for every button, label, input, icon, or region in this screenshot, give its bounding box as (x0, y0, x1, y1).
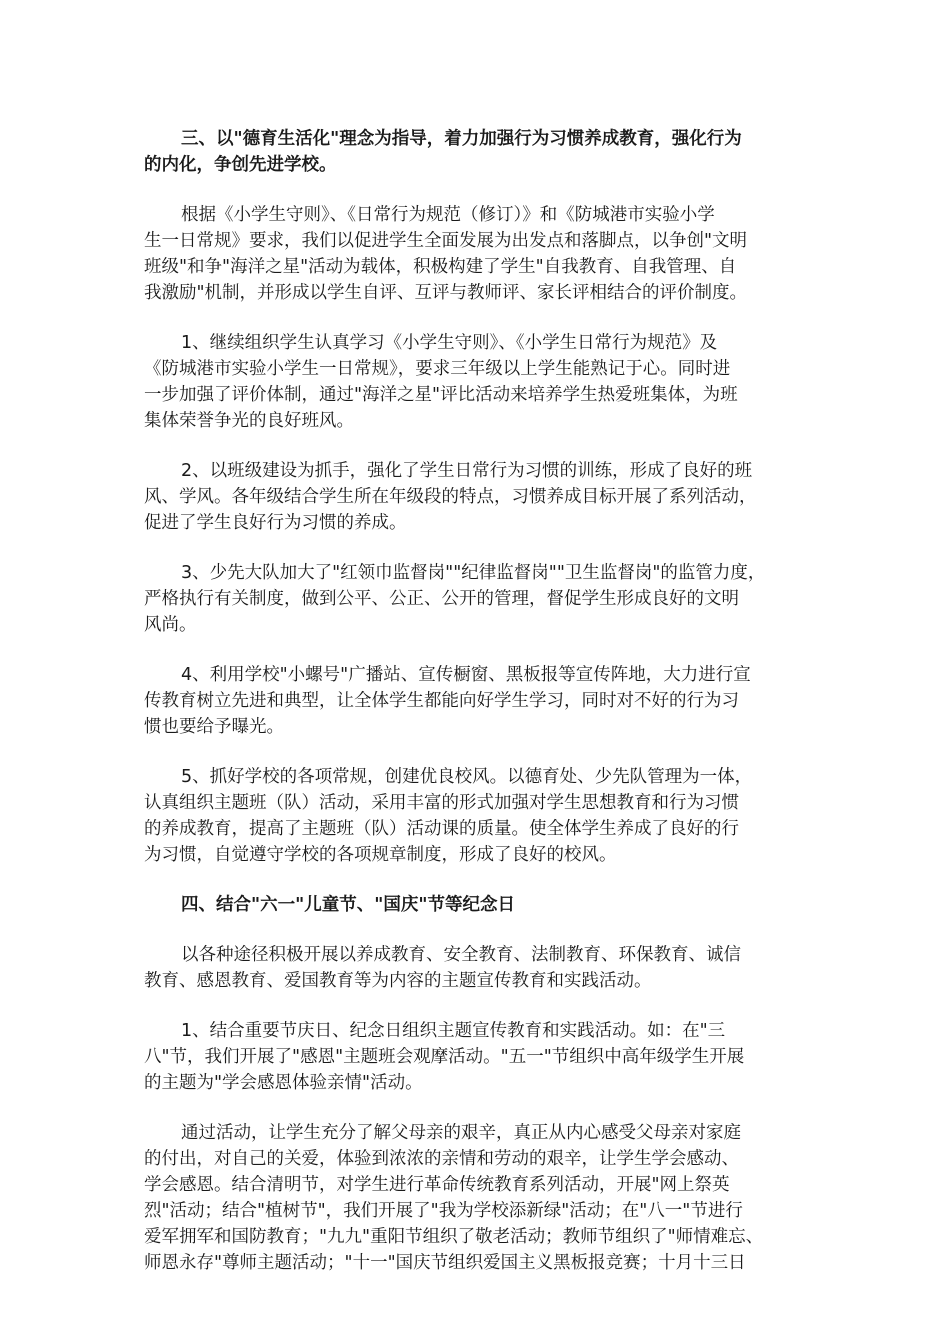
section-heading (144, 892, 810, 918)
text-line: 风尚。 (144, 615, 197, 635)
text-line: 学会感恩。结合清明节，对学生进行革命传统教育系列活动，开展"网上祭英 (144, 1175, 730, 1195)
text-line: 5、抓好学校的各项常规，创建优良校风。以德育处、少先队管理为一体， (181, 767, 753, 787)
text-line: 集体荣誉争光的良好班风。 (144, 411, 354, 431)
text-line: 的内化，争创先进学校。 (144, 155, 337, 175)
text-line: 三、以"德育生活化"理念为指导，着力加强行为习惯养成教育，强化行为 (181, 129, 742, 149)
text-line: 1、继续组织学生认真学习《小学生守则》、《小学生日常行为规范》及 (181, 333, 718, 353)
text-line: 生一日常规》要求，我们以促进学生全面发展为出发点和落脚点，以争创"文明 (144, 231, 748, 251)
text-line: 传教育树立先进和典型，让全体学生都能向好学生学习，同时对不好的行为习 (144, 691, 739, 711)
text-line: 4、利用学校"小螺号"广播站、宣传橱窗、黑板报等宣传阵地，大力进行宣 (181, 665, 751, 685)
text-line: 风、学风。各年级结合学生所在年级段的特点，习惯养成目标开展了系列活动， (144, 487, 757, 507)
text-line: 师恩永存"尊师主题活动；"十一"国庆节组织爱国主义黑板报竞赛；十月十三日 (144, 1253, 746, 1273)
text-line: 通过活动，让学生充分了解父母亲的艰辛，真正从内心感受父母亲对家庭 (181, 1123, 741, 1143)
text-line: 认真组织主题班（队）活动，采用丰富的形式加强对学生思想教育和行为习惯 (144, 793, 739, 813)
text-line: 促进了学生良好行为习惯的养成。 (144, 513, 407, 533)
text-line: 3、少先大队加大了"红领巾监督岗""纪律监督岗""卫生监督岗"的监管力度， (181, 563, 766, 583)
text-line: 的主题为"学会感恩体验亲情"活动。 (144, 1073, 423, 1093)
text-line: 严格执行有关制度，做到公平、公正、公开的管理，督促学生形成良好的文明 (144, 589, 739, 609)
text-line: 我激励"机制，并形成以学生自评、互评与教师评、家长评相结合的评价制度。 (144, 283, 748, 303)
text-line: 八"节，我们开展了"感恩"主题班会观摩活动。"五一"节组织中高年级学生开展 (144, 1047, 745, 1067)
body-paragraph (144, 330, 810, 434)
text-line: 四、结合"六一"儿童节、"国庆"节等纪念日 (181, 895, 515, 915)
text-line: 2、以班级建设为抓手，强化了学生日常行为习惯的训练，形成了良好的班 (181, 461, 753, 481)
document-page (144, 126, 810, 1300)
text-line: 《防城港市实验小学生一日常规》，要求三年级以上学生能熟记于心。同时进 (144, 359, 731, 379)
body-paragraph (144, 202, 810, 306)
text-line: 班级"和争"海洋之星"活动为载体，积极构建了学生"自我教育、自我管理、自 (144, 257, 737, 277)
text-line: 的付出，对自己的关爱，体验到浓浓的亲情和劳动的艰辛，让学生学会感动、 (144, 1149, 739, 1169)
text-line: 教育、感恩教育、爱国教育等为内容的主题宣传教育和实践活动。 (144, 971, 652, 991)
body-paragraph (144, 942, 810, 994)
text-line: 以各种途径积极开展以养成教育、安全教育、法制教育、环保教育、诚信 (181, 945, 741, 965)
text-line: 惯也要给予曝光。 (144, 717, 284, 737)
body-paragraph (144, 662, 810, 740)
text-line: 一步加强了评价体制，通过"海洋之星"评比活动来培养学生热爱班集体，为班 (144, 385, 738, 405)
text-line: 1、结合重要节庆日、纪念日组织主题宣传教育和实践活动。如：在"三 (181, 1021, 726, 1041)
text-line: 根据《小学生守则》、《日常行为规范（修订）》和《防城港市实验小学 (181, 205, 715, 225)
body-paragraph (144, 458, 810, 536)
body-paragraph (144, 764, 810, 868)
body-paragraph (144, 560, 810, 638)
section-heading (144, 126, 810, 178)
body-paragraph (144, 1120, 810, 1276)
text-line: 为习惯，自觉遵守学校的各项规章制度，形成了良好的校风。 (144, 845, 617, 865)
text-line: 爱军拥军和国防教育；"九九"重阳节组织了敬老活动；教师节组织了"师情难忘、 (144, 1227, 764, 1247)
body-paragraph (144, 1018, 810, 1096)
text-line: 烈"活动；结合"植树节"，我们开展了"我为学校添新绿"活动；在"八一"节进行 (144, 1201, 743, 1221)
text-line: 的养成教育，提高了主题班（队）活动课的质量。使全体学生养成了良好的行 (144, 819, 739, 839)
